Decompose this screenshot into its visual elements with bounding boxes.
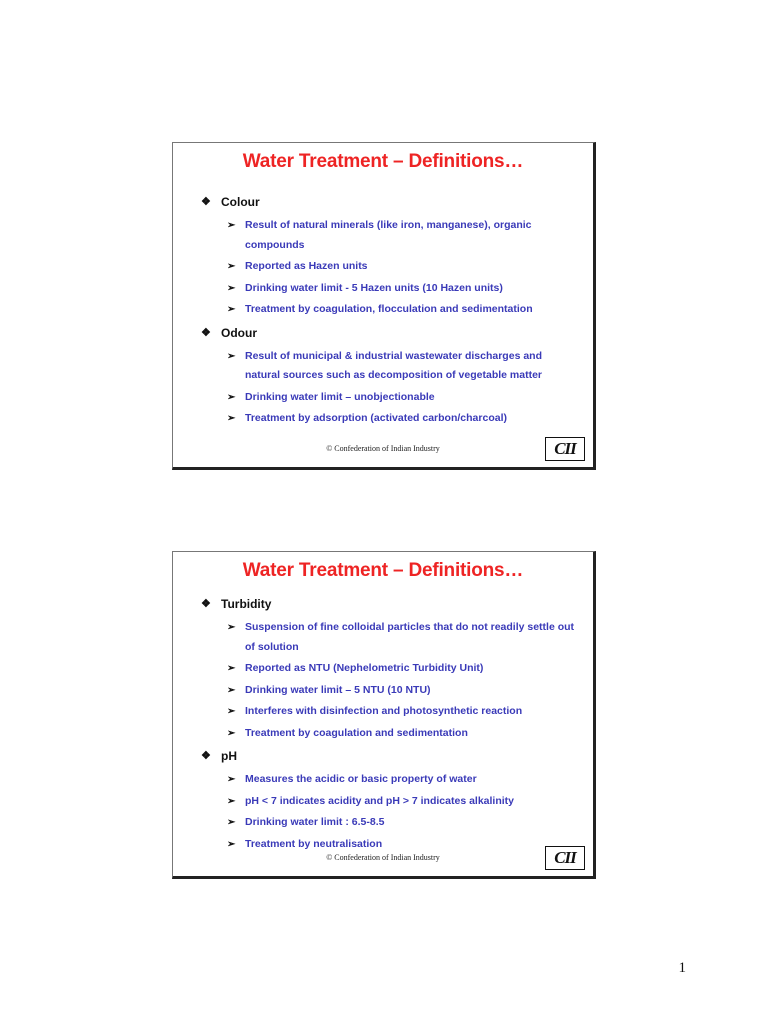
arrow-bullet-icon: ➢ bbox=[227, 684, 236, 696]
list-item: ➢ Reported as Hazen units bbox=[201, 257, 579, 277]
slide-title: Water Treatment – Definitions… bbox=[242, 560, 524, 581]
topic-odour bbox=[201, 326, 579, 347]
topic-turbidity bbox=[201, 597, 579, 618]
diamond-bullet-icon: ❖ bbox=[201, 326, 211, 339]
list-item: ➢ Drinking water limit – 5 NTU (10 NTU) bbox=[201, 681, 579, 701]
slide-2 bbox=[172, 551, 596, 879]
footer-copyright: © Confederation of Indian Industry bbox=[326, 853, 440, 862]
list-item: ➢ Interferes with disinfection and photosynthetic reaction bbox=[201, 702, 579, 722]
arrow-bullet-icon: ➢ bbox=[227, 663, 236, 674]
list-item: ➢ Treatment by adsorption (activated carbon/charcoal) bbox=[201, 409, 579, 429]
arrow-bullet-icon: ➢ bbox=[227, 727, 236, 739]
topic-colour bbox=[201, 195, 579, 216]
diamond-bullet-icon: ❖ bbox=[201, 196, 211, 208]
list-item: ➢ Treatment by neutralisation bbox=[201, 835, 579, 855]
slide-1 bbox=[172, 142, 596, 470]
arrow-bullet-icon: ➢ bbox=[227, 391, 236, 403]
list-item: ➢ pH < 7 indicates acidity and pH > 7 indicates alkalinity bbox=[201, 792, 579, 812]
footer-copyright: © Confederation of Indian Industry bbox=[326, 444, 440, 453]
list-item: ➢ Result of natural minerals (like iron, manganese), organic compounds bbox=[201, 216, 579, 255]
topic-ph bbox=[201, 749, 579, 770]
list-item: ➢ Measures the acidic or basic property of water bbox=[201, 770, 579, 790]
arrow-bullet-icon: ➢ bbox=[227, 413, 236, 424]
arrow-bullet-icon: ➢ bbox=[227, 838, 236, 850]
arrow-bullet-icon: ➢ bbox=[227, 622, 236, 633]
arrow-bullet-icon: ➢ bbox=[227, 282, 236, 294]
cii-logo: CII bbox=[545, 437, 585, 461]
arrow-bullet-icon: ➢ bbox=[227, 304, 236, 315]
list-item: ➢ Treatment by coagulation and sedimentation bbox=[201, 724, 579, 744]
arrow-bullet-icon: ➢ bbox=[227, 220, 236, 231]
arrow-bullet-icon: ➢ bbox=[227, 774, 236, 785]
slide-content bbox=[201, 597, 579, 856]
list-item: ➢ Suspension of fine colloidal particles that do not readily settle out of solution bbox=[201, 618, 579, 657]
list-item: ➢ Result of municipal & industrial wastewater discharges and natural sources such as decomposition of vegetable matter bbox=[201, 347, 579, 386]
list-item: ➢ Drinking water limit – unobjectionable bbox=[201, 388, 579, 408]
arrow-bullet-icon: ➢ bbox=[227, 350, 236, 362]
arrow-bullet-icon: ➢ bbox=[227, 795, 236, 807]
slide-content bbox=[201, 195, 579, 431]
topic-label: Colour bbox=[221, 195, 260, 209]
topic-label: pH bbox=[221, 749, 237, 763]
list-item: ➢ Drinking water limit : 6.5-8.5 bbox=[201, 813, 579, 833]
cii-logo: CII bbox=[545, 846, 585, 870]
list-item: ➢ Drinking water limit - 5 Hazen units (10 Hazen units) bbox=[201, 279, 579, 299]
arrow-bullet-icon: ➢ bbox=[227, 261, 236, 272]
page-number: 1 bbox=[678, 960, 686, 976]
slide-title: Water Treatment – Definitions… bbox=[242, 151, 524, 172]
arrow-bullet-icon: ➢ bbox=[227, 817, 236, 828]
topic-label: Odour bbox=[221, 325, 257, 340]
arrow-bullet-icon: ➢ bbox=[227, 706, 236, 717]
list-item: ➢ Treatment by coagulation, flocculation and sedimentation bbox=[201, 300, 579, 320]
list-item: ➢ Reported as NTU (Nephelometric Turbidity Unit) bbox=[201, 659, 579, 679]
diamond-bullet-icon: ❖ bbox=[201, 750, 211, 762]
topic-label: Turbidity bbox=[221, 597, 272, 611]
diamond-bullet-icon: ❖ bbox=[201, 598, 211, 610]
